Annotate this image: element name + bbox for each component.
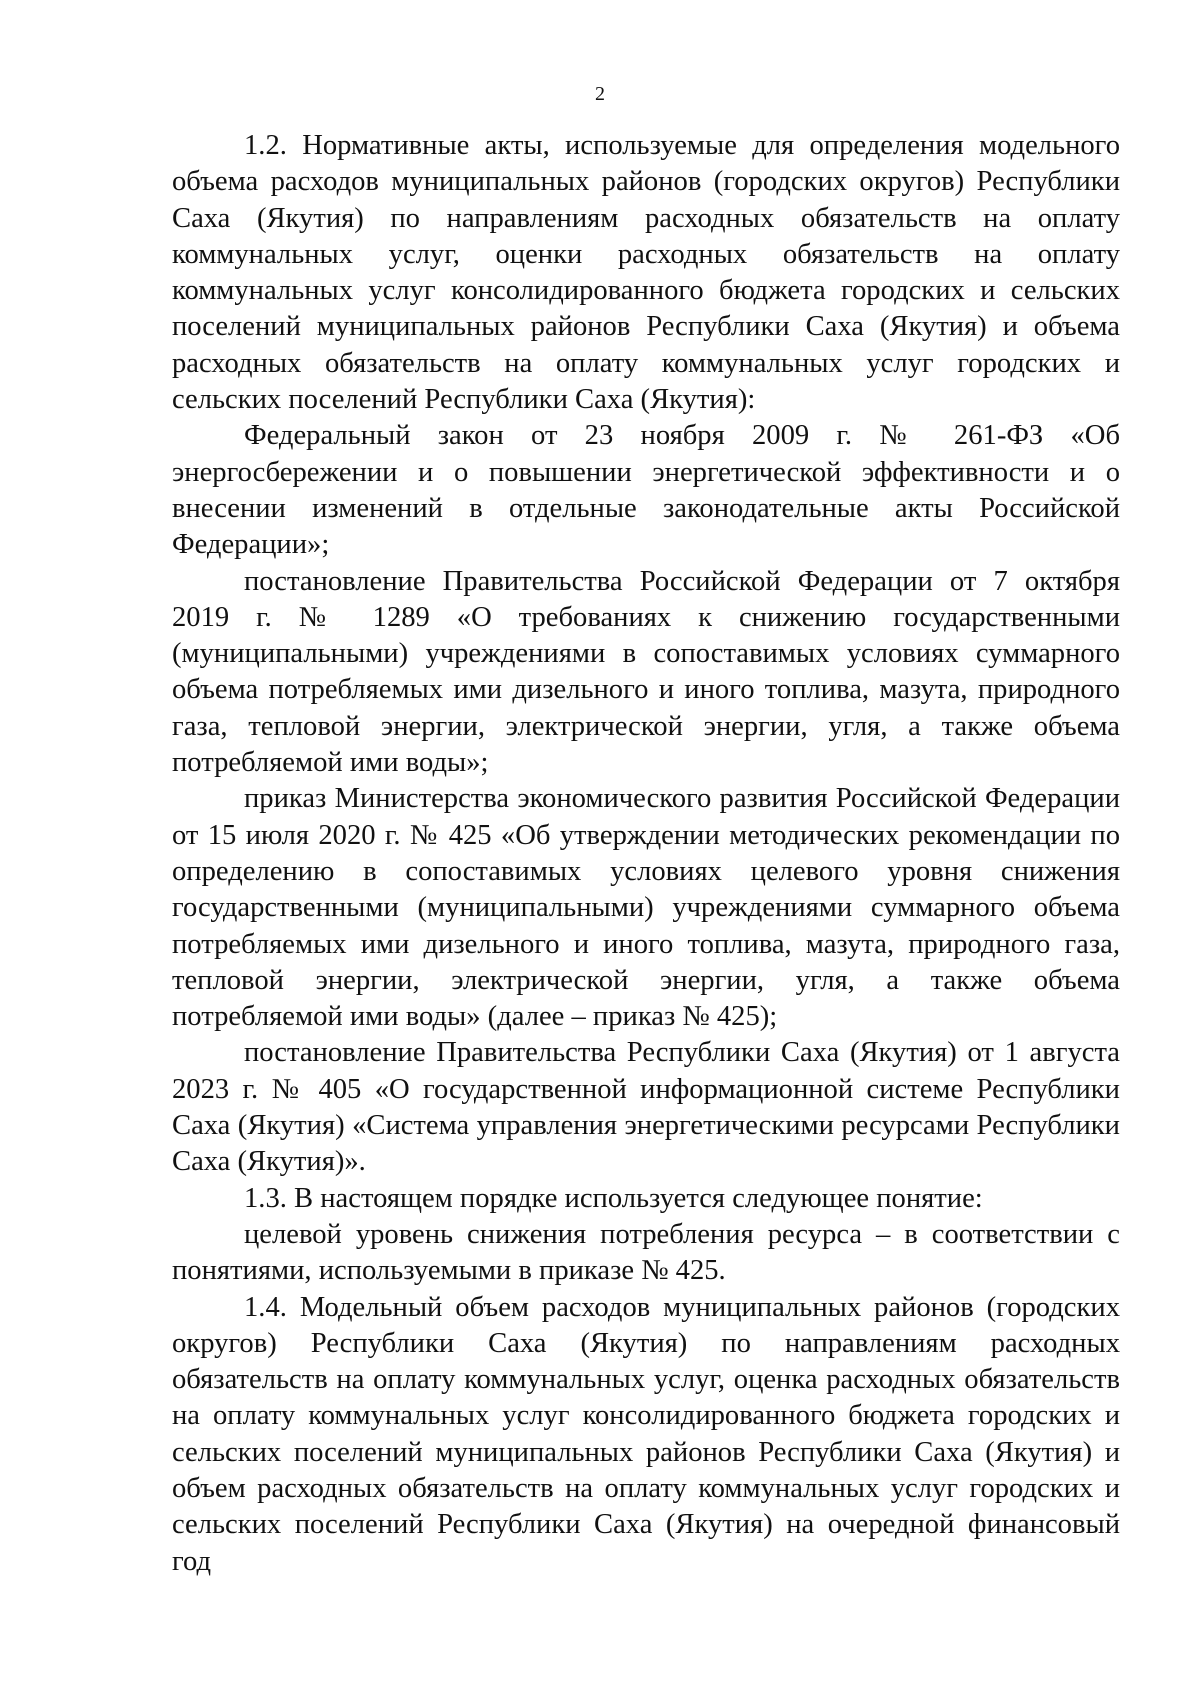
paragraph-1-3-definition-intro: 1.3. В настоящем порядке используется следующее понятие: [244, 1182, 983, 1214]
paragraph-1-2-normative-acts: 1.2. Нормативные акты, используемые для определения модельного объема расходов муниципальных районов (городских округов) Республики Саха (Якутия) по направлениям расходных обязательств на оплату коммунальных услуг, оценки расходных обязательств на оплату коммунальных услуг консолидированного бюджета городских и сельских поселений муниципальных районов Республики Саха (Якутия) и объема расходных обязательств на оплату коммунальных услуг городских и сельских поселений Республики Саха (Якутия): [172, 130, 1120, 416]
paragraph-1-4-model-volume: 1.4. Модельный объем расходов муниципальных районов (городских округов) Республики Саха (Якутия) по направлениям расходных обязательств на оплату коммунальных услуг, оценка расходных обязательств на оплату коммунальных услуг консолидированного бюджета городских и сельских поселений муниципальных районов Республики Саха (Якутия) и объем расходных обязательств на оплату коммунальных услуг городских и сельских поселений Республики Саха (Якутия) на очередной финансовый год [172, 1291, 1120, 1577]
document-body [172, 128, 1120, 1580]
paragraph-government-decree-1289: постановление Правительства Российской Федерации от 7 октября 2019 г. № 1289 «О требованиях к снижению государственными (муниципальными) учреждениями в сопоставимых условиях суммарного объема потребляемых ими дизельного и иного топлива, мазута, природного газа, тепловой энергии, электрической энергии, угля, а также объема потребляемой ими воды»; [172, 565, 1120, 779]
paragraph-target-level-definition: целевой уровень снижения потребления ресурса – в соответствии с понятиями, используемыми в приказе № 425. [172, 1218, 1120, 1287]
paragraph-ministry-order-425: приказ Министерства экономического развития Российской Федерации от 15 июля 2020 г. № 425 «Об утверждении методических рекомендации по определению в сопоставимых условиях целевого уровня снижения государственными (муниципальными) учреждениями суммарного объема потребляемых ими дизельного и иного топлива, мазута, природного газа, тепловой энергии, электрической энергии, угля, а также объема потребляемой ими воды» (далее – приказ № 425); [172, 783, 1120, 1033]
page-number: 2 [595, 83, 605, 105]
paragraph-federal-law-261: Федеральный закон от 23 ноября 2009 г. № 261-ФЗ «Об энергосбережении и о повышении энергетической эффективности и о внесении изменений в отдельные законодательные акты Российской Федерации»; [172, 420, 1120, 561]
paragraph-republic-decree-405: постановление Правительства Республики Саха (Якутия) от 1 августа 2023 г. № 405 «О государственной информационной системе Республики Саха (Якутия) «Система управления энергетическими ресурсами Республики Саха (Якутия)». [172, 1037, 1120, 1178]
